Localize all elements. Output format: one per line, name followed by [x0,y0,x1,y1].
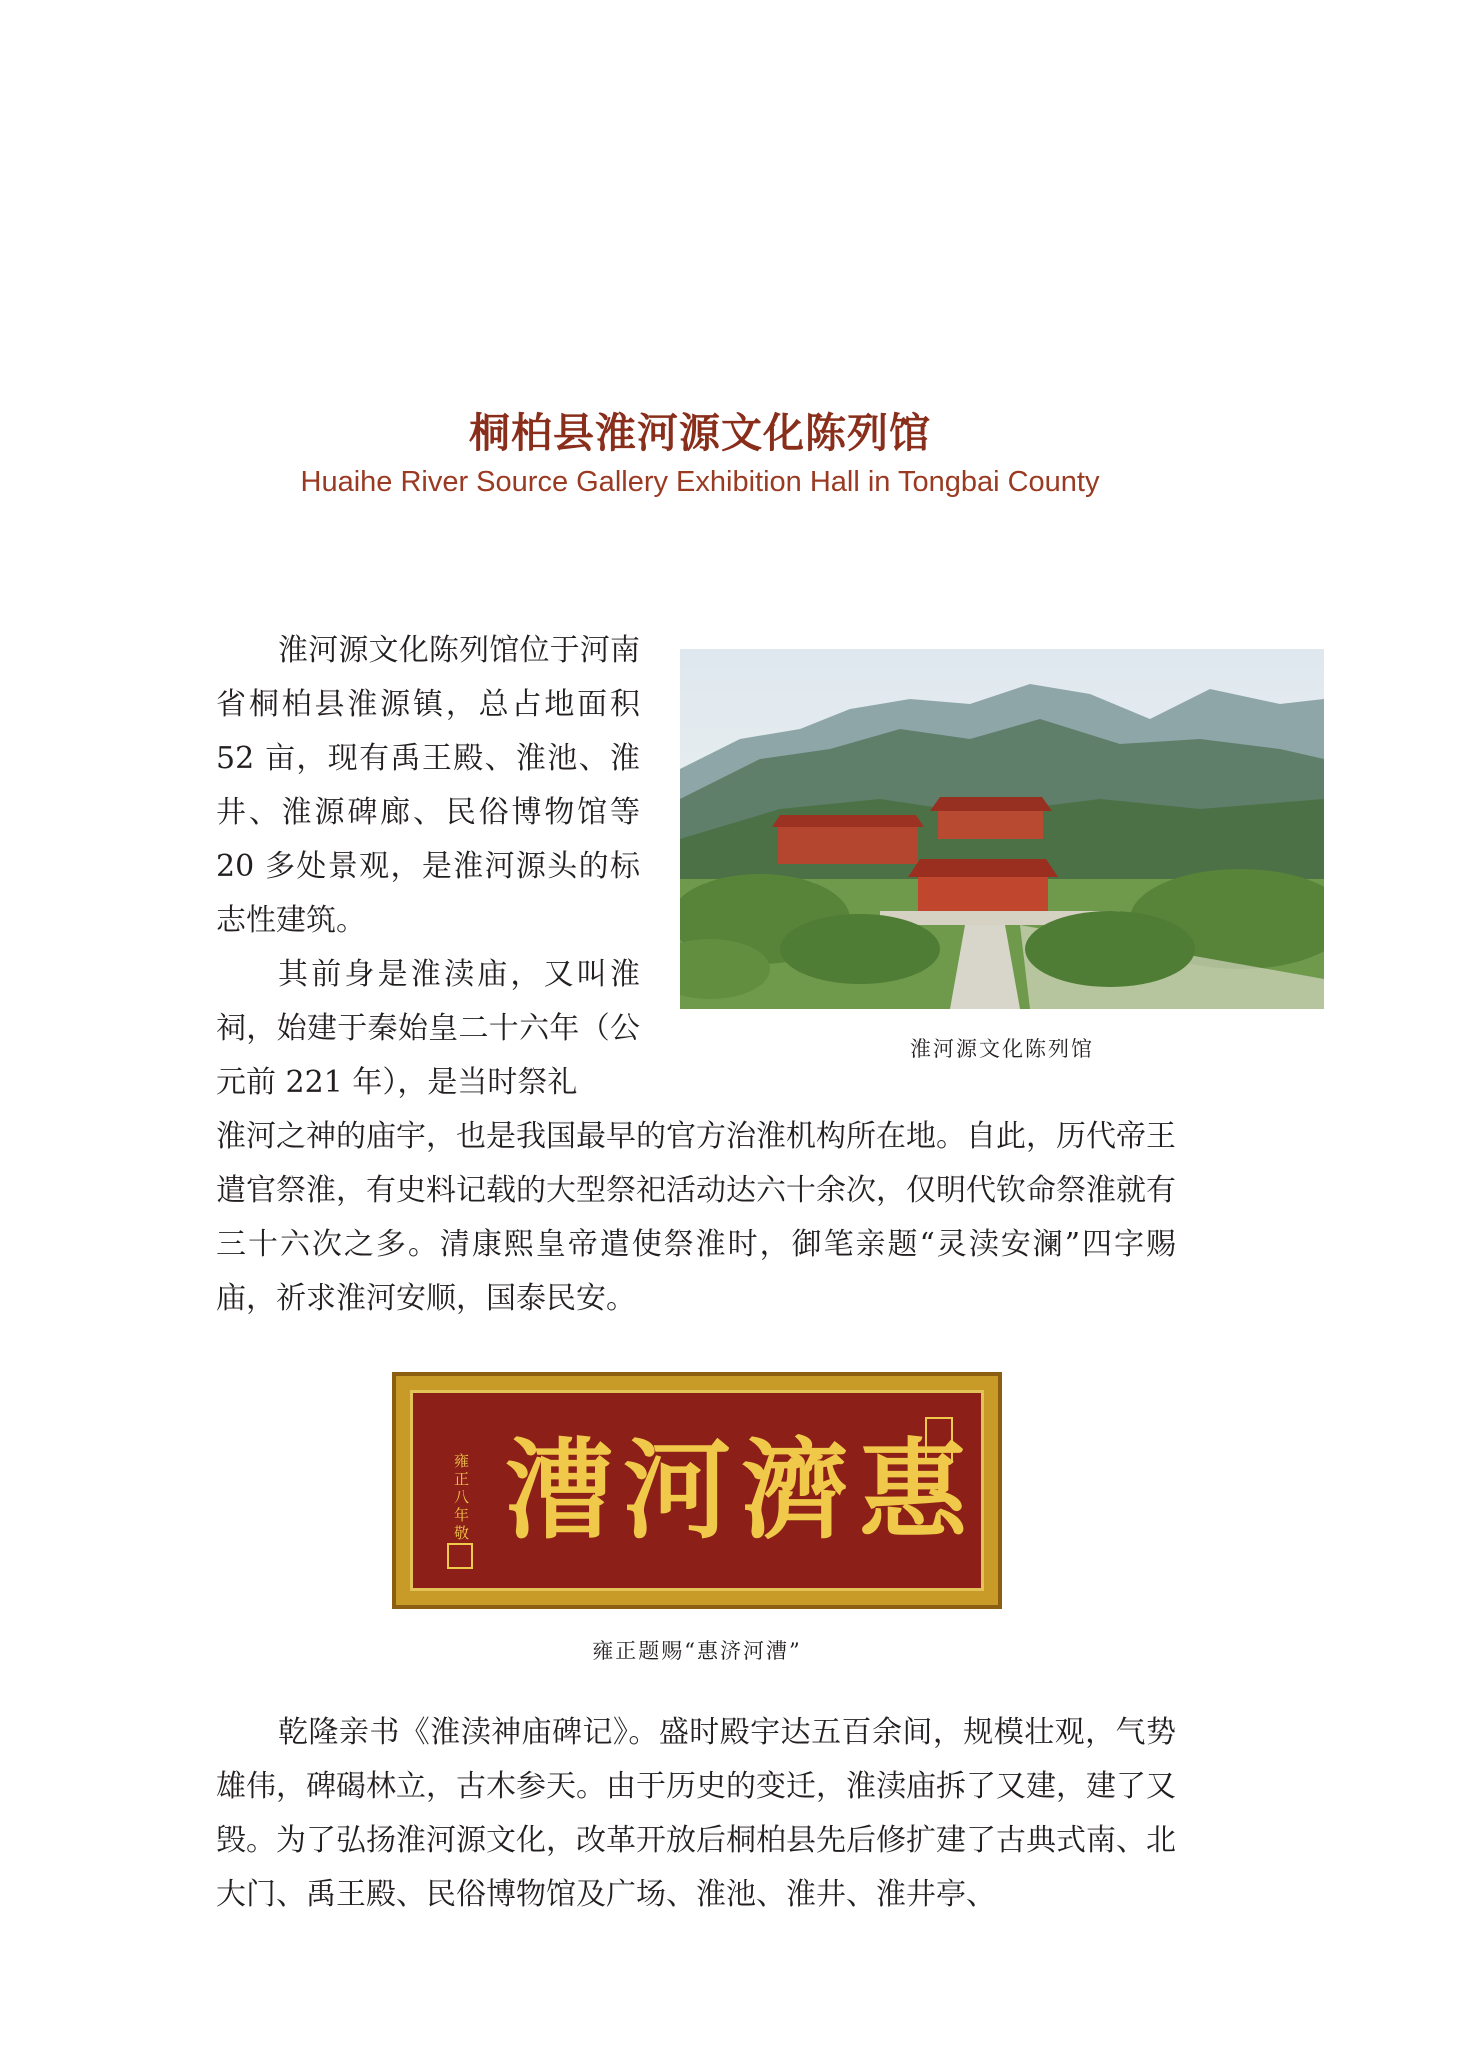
body-paragraph-1: 淮河源文化陈列馆位于河南省桐柏县淮源镇，总占地面积 52 亩，现有禹王殿、淮池、淮井、淮源碑廊、民俗博物馆等 20 多处景观，是淮河源头的标志性建筑。 [216,633,640,938]
body-paragraph-2-continued: 淮河之神的庙宇，也是我国最早的官方治淮机构所在地。自此，历代帝王遣官祭淮，有史料记载的大型祭祀活动达六十余次，仅明代钦命祭淮就有三十六次之多。清康熙皇帝遣使祭淮时，御笔亲题“灵渎安澜”四字赐庙，祈求淮河安顺，国泰民安。 [216,1119,1176,1316]
exhibition-hall-photo [680,649,1324,1009]
page-subtitle: Huaihe River Source Gallery Exhibition Hall in Tongbai County [300,466,1100,498]
plaque-caption: 雍正题赐“惠济河漕” [592,1639,802,1663]
photo-caption: 淮河源文化陈列馆 [910,1037,1094,1061]
page-title: 桐柏县淮河源文化陈列馆 [469,409,931,457]
seal-icon [447,1543,473,1569]
plaque-inscription: 雍正八年敬 [452,1453,470,1543]
imperial-plaque [392,1372,1002,1609]
body-paragraph-3: 乾隆亲书《淮渎神庙碑记》。盛时殿宇达五百余间，规模壮观，气势雄伟，碑碣林立，古木参天。由于历史的变迁，淮渎庙拆了又建，建了又毁。为了弘扬淮河源文化，改革开放后桐柏县先后修扩建了古典式南、北大门、禹王殿、民俗博物馆及广场、淮池、淮井、淮井亭、 [216,1715,1176,1912]
seal-icon [925,1417,953,1463]
plaque-characters: 漕河濟惠 [505,1428,978,1554]
body-paragraph-2: 其前身是淮渎庙，又叫淮祠，始建于秦始皇二十六年（公元前 221 年），是当时祭礼 [216,957,640,1100]
